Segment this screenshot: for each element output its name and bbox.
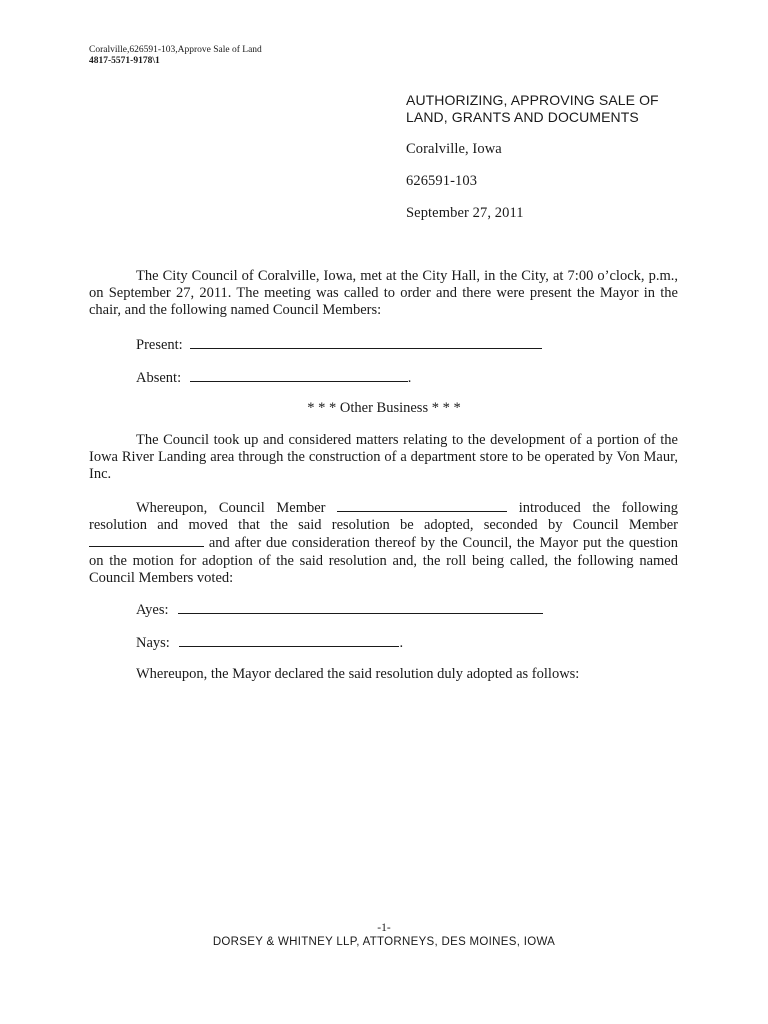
ayes-label: Ayes: bbox=[136, 602, 169, 618]
caption-city: Coralville, Iowa bbox=[406, 141, 502, 157]
present-row bbox=[136, 335, 542, 354]
resolution-paragraph bbox=[89, 499, 678, 587]
nays-blank bbox=[179, 633, 399, 647]
resolution-text-3: and after due consideration thereof by the Council, the Mayor put the question on the motion for adoption of the said resolution and, the roll being called, the following named Council Members voted: bbox=[89, 535, 679, 586]
caption-title bbox=[406, 92, 706, 126]
introducer-blank bbox=[337, 499, 507, 512]
nays-row bbox=[136, 633, 403, 652]
present-label: Present: bbox=[136, 337, 183, 353]
meeting-paragraph: The City Council of Coralville, Iowa, met at the City Hall, in the City, at 7:00 o’clock, p.m., on September 27, 2011. The meeting was called to order and there were present the Mayor in the chair, and the following named Council Members: bbox=[89, 268, 678, 319]
page-number: -1- bbox=[377, 922, 391, 934]
absent-period: . bbox=[407, 370, 412, 386]
ayes-row bbox=[136, 600, 543, 619]
document-id-number: 4817-5571-9178\1 bbox=[89, 56, 160, 66]
nays-label: Nays: bbox=[136, 635, 170, 651]
present-blank bbox=[190, 335, 542, 349]
caption-matter-number: 626591-103 bbox=[406, 173, 478, 189]
ayes-blank bbox=[178, 600, 543, 614]
absent-blank bbox=[190, 368, 408, 382]
absent-row bbox=[136, 368, 411, 387]
caption-title-line-1: AUTHORIZING, APPROVING SALE OF bbox=[406, 92, 659, 108]
development-paragraph: The Council took up and considered matters relating to the development of a portion of the Iowa River Landing area through the construction of a department store to be operated by Von Maur, Inc. bbox=[89, 432, 678, 483]
seconder-blank bbox=[89, 534, 204, 547]
document-reference: Coralville,626591-103,Approve Sale of Land bbox=[89, 45, 262, 55]
absent-label: Absent: bbox=[136, 370, 182, 386]
resolution-text-1: Whereupon, Council Member bbox=[136, 500, 326, 516]
resolution-text-2: introduced the following resolution and moved that the said resolution be adopted, seconded by Council Member bbox=[89, 500, 679, 534]
firm-footer: DORSEY & WHITNEY LLP, ATTORNEYS, DES MOINES, IOWA bbox=[212, 936, 556, 948]
other-business-heading: * * * Other Business * * * bbox=[307, 400, 461, 416]
adoption-paragraph: Whereupon, the Mayor declared the said resolution duly adopted as follows: bbox=[136, 666, 580, 682]
caption-date: September 27, 2011 bbox=[406, 205, 524, 221]
caption-title-line-2: LAND, GRANTS AND DOCUMENTS bbox=[406, 109, 639, 125]
nays-period: . bbox=[399, 635, 404, 651]
